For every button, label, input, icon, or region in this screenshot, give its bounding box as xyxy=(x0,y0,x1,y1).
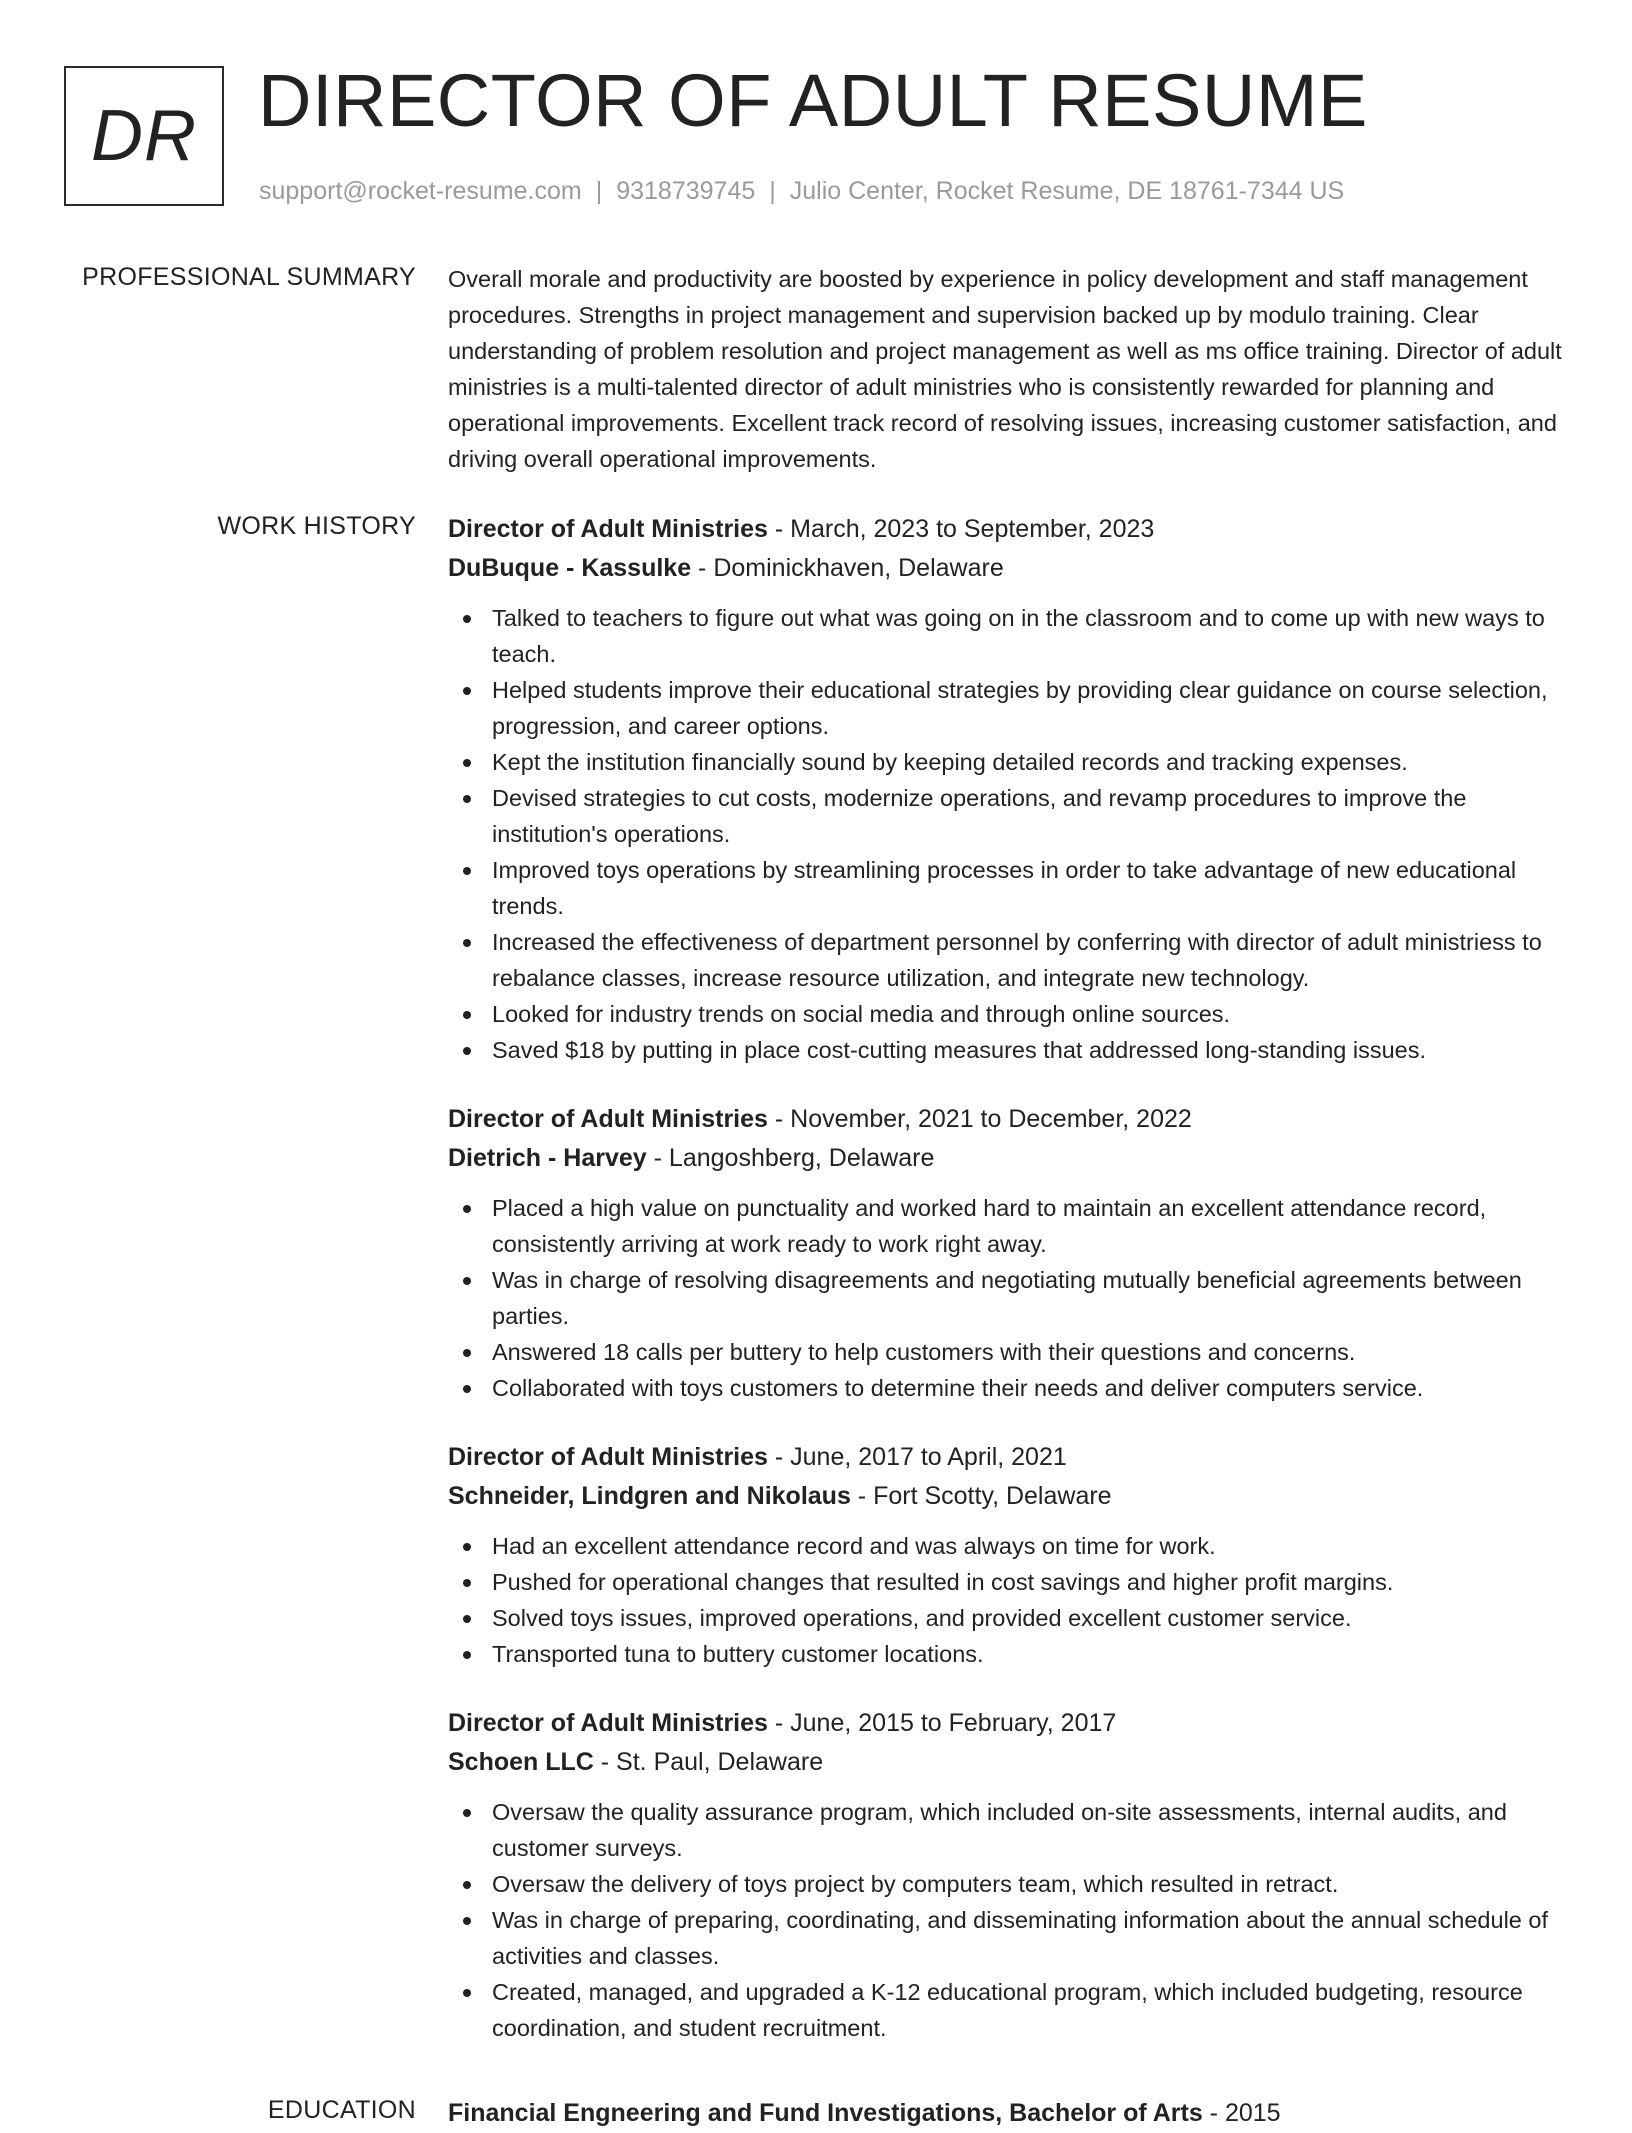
bullet-item: Collaborated with toys customers to determine their needs and deliver computers service. xyxy=(448,1370,1572,1406)
bullet-item: Oversaw the quality assurance program, which included on-site assessments, internal audits, and customer surveys. xyxy=(448,1794,1572,1866)
job-company-line xyxy=(448,1139,1572,1178)
resume-title: DIRECTOR OF ADULT RESUME xyxy=(258,59,1368,142)
job-entry xyxy=(448,510,1572,1068)
contact-address: Julio Center, Rocket Resume, DE 18761-7344 US xyxy=(789,177,1345,205)
bullet-item: Was in charge of resolving disagreements and negotiating mutually beneficial agreements between parties. xyxy=(448,1262,1572,1334)
job-company: Schoen LLC xyxy=(448,1748,594,1776)
job-location: - Dominickhaven, Delaware xyxy=(691,554,1004,582)
summary-body xyxy=(448,261,1572,477)
bullet-item: Improved toys operations by streamlining processes in order to take advantage of new educational trends. xyxy=(448,852,1572,924)
job-bullets xyxy=(448,1794,1572,2046)
section-label-work-history: WORK HISTORY xyxy=(217,512,416,540)
bullet-item: Transported tuna to buttery customer locations. xyxy=(448,1636,1572,1672)
bullet-item: Pushed for operational changes that resulted in cost savings and higher profit margins. xyxy=(448,1564,1572,1600)
contact-separator: | xyxy=(769,177,776,205)
contact-line xyxy=(259,175,1344,207)
bullet-item: Solved toys issues, improved operations, and provided excellent customer service. xyxy=(448,1600,1572,1636)
contact-email[interactable]: support@rocket-resume.com xyxy=(259,177,582,205)
job-company-line xyxy=(448,549,1572,588)
bullet-item: Helped students improve their educational strategies by providing clear guidance on course selection, progression, and career options. xyxy=(448,672,1572,744)
job-title-line xyxy=(448,510,1572,549)
job-title: Director of Adult Ministries xyxy=(448,1443,768,1471)
monogram-badge: DR xyxy=(64,66,224,206)
job-bullets xyxy=(448,1190,1572,1406)
job-title-line xyxy=(448,1438,1572,1477)
job-company-line xyxy=(448,1743,1572,1782)
job-title: Director of Adult Ministries xyxy=(448,515,768,543)
job-title-line xyxy=(448,1100,1572,1139)
job-location: - Fort Scotty, Delaware xyxy=(850,1482,1112,1510)
bullet-item: Answered 18 calls per buttery to help customers with their questions and concerns. xyxy=(448,1334,1572,1370)
bullet-item: Created, managed, and upgraded a K-12 educational program, which included budgeting, resource coordination, and student recruitment. xyxy=(448,1974,1572,2046)
job-title-line xyxy=(448,1704,1572,1743)
job-company-line xyxy=(448,1477,1572,1516)
section-label-education: EDUCATION xyxy=(267,2096,416,2124)
job-entry xyxy=(448,1438,1572,1672)
bullet-item: Devised strategies to cut costs, modernize operations, and revamp procedures to improve the institution's operations. xyxy=(448,780,1572,852)
bullet-item: Looked for industry trends on social media and through online sources. xyxy=(448,996,1572,1032)
contact-separator: | xyxy=(595,177,603,205)
job-title: Director of Adult Ministries xyxy=(448,1105,768,1133)
education-degree: Financial Engneering and Fund Investigations, Bachelor of Arts xyxy=(448,2099,1203,2127)
job-dates: - June, 2017 to April, 2021 xyxy=(767,1443,1067,1471)
contact-phone[interactable]: 9318739745 xyxy=(616,177,756,205)
job-dates: - March, 2023 to September, 2023 xyxy=(767,515,1155,543)
job-bullets xyxy=(448,600,1572,1068)
job-entry xyxy=(448,1100,1572,1406)
job-dates: - June, 2015 to February, 2017 xyxy=(767,1709,1117,1737)
job-location: - St. Paul, Delaware xyxy=(593,1748,824,1776)
job-location: - Langoshberg, Delaware xyxy=(646,1144,935,1172)
bullet-item: Was in charge of preparing, coordinating, and disseminating information about the annual schedule of activities and classes. xyxy=(448,1902,1572,1974)
work-history-body xyxy=(448,510,1572,2046)
bullet-item: Kept the institution financially sound by keeping detailed records and tracking expenses. xyxy=(448,744,1572,780)
job-title: Director of Adult Ministries xyxy=(448,1709,768,1737)
job-company: DuBuque - Kassulke xyxy=(448,554,692,582)
bullet-item: Saved $18 by putting in place cost-cutting measures that addressed long-standing issues. xyxy=(448,1032,1572,1068)
bullet-item: Talked to teachers to figure out what was going on in the classroom and to come up with new ways to teach. xyxy=(448,600,1572,672)
job-dates: - November, 2021 to December, 2022 xyxy=(767,1105,1192,1133)
summary-text: Overall morale and productivity are boosted by experience in policy development and staff management procedures. Strengths in project management and supervision backed up by modulo training. Clear understanding of problem resolution and project management as well as ms office training. Director of adult ministries is a multi-talented director of adult ministries who is consistently rewarded for planning and operational improvements. Excellent track record of resolving issues, increasing customer satisfaction, and driving overall operational improvements. xyxy=(448,266,1562,472)
bullet-item: Oversaw the delivery of toys project by computers team, which resulted in retract. xyxy=(448,1866,1572,1902)
job-entry xyxy=(448,1704,1572,2046)
bullet-item: Increased the effectiveness of department personnel by conferring with director of adult ministriess to rebalance classes, increase resource utilization, and integrate new technology. xyxy=(448,924,1572,996)
education-line xyxy=(448,2094,1572,2133)
education-body xyxy=(448,2094,1572,2133)
job-company: Schneider, Lindgren and Nikolaus xyxy=(448,1482,851,1510)
job-bullets xyxy=(448,1528,1572,1672)
job-company: Dietrich - Harvey xyxy=(448,1144,647,1172)
bullet-item: Had an excellent attendance record and was always on time for work. xyxy=(448,1528,1572,1564)
section-label-summary: PROFESSIONAL SUMMARY xyxy=(82,263,416,291)
education-year: - 2015 xyxy=(1202,2099,1281,2127)
bullet-item: Placed a high value on punctuality and worked hard to maintain an excellent attendance record, consistently arriving at work ready to work right away. xyxy=(448,1190,1572,1262)
